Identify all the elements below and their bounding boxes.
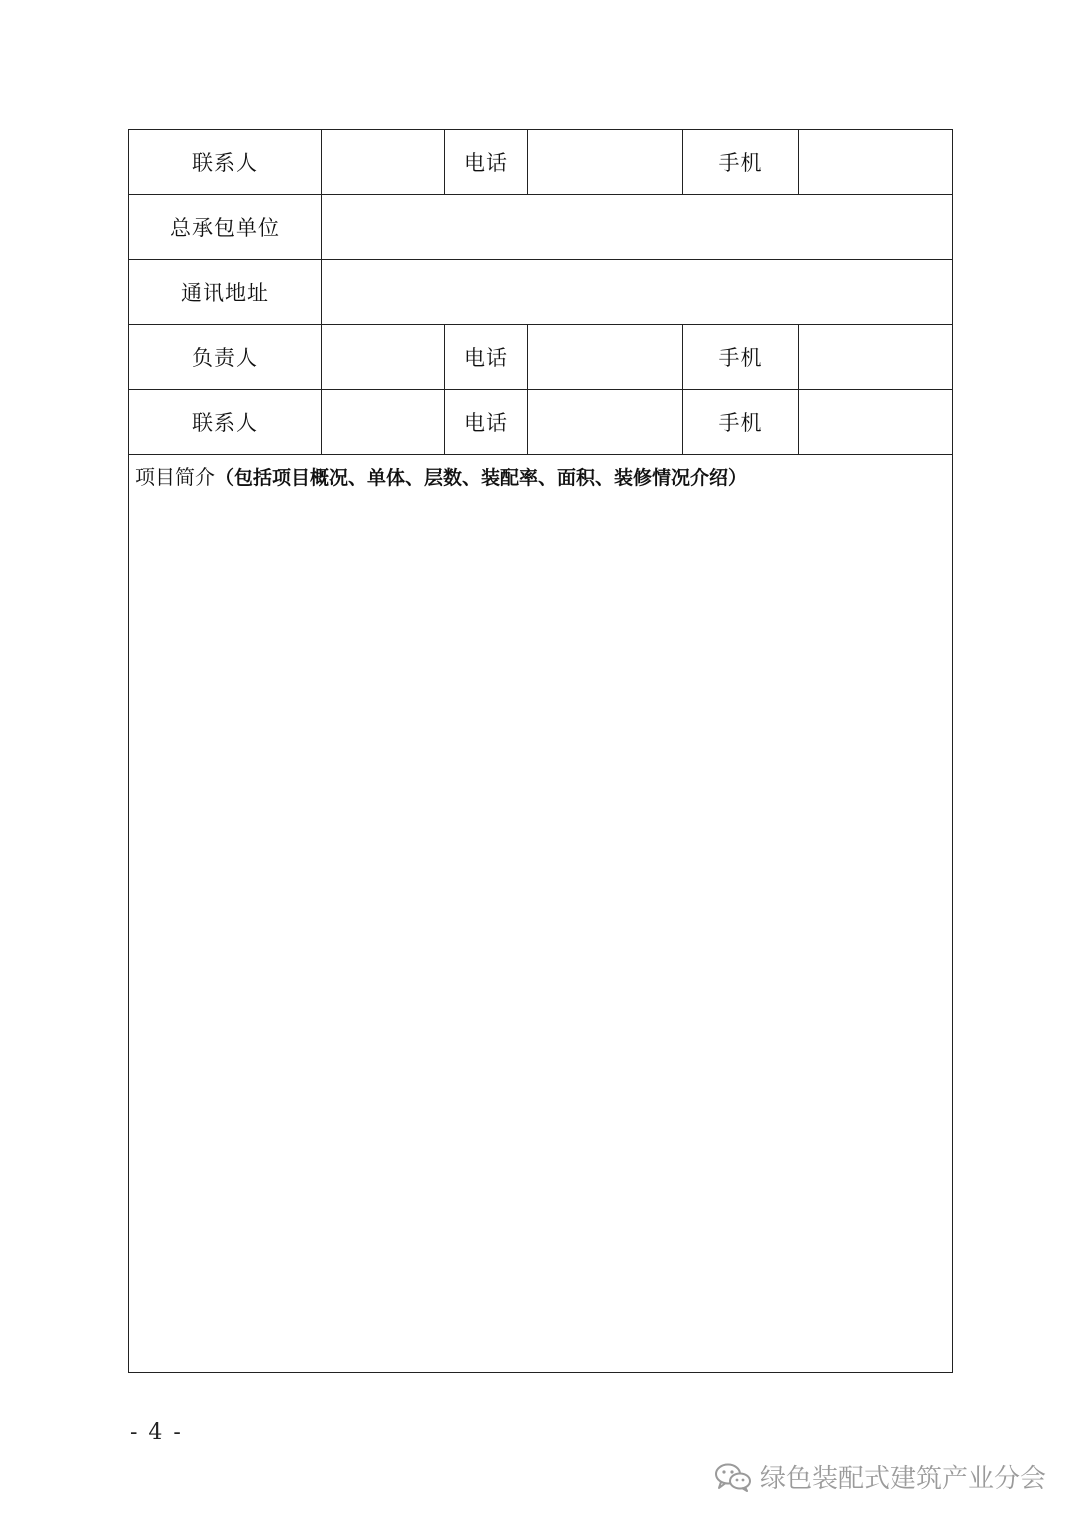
mailing-address-field[interactable]: [322, 260, 953, 325]
mobile-label: 手机: [683, 325, 799, 390]
phone-field[interactable]: [528, 325, 683, 390]
project-summary-row: [129, 455, 953, 1373]
mobile-field[interactable]: [799, 390, 953, 455]
general-contractor-label: 总承包单位: [129, 195, 322, 260]
registration-form-table: [128, 129, 953, 1373]
watermark-text: 绿色装配式建筑产业分会: [759, 1464, 1046, 1494]
phone-label: 电话: [445, 390, 528, 455]
contact-person-field[interactable]: [322, 130, 445, 195]
wechat-icon: [714, 1462, 752, 1492]
contact-person-label: 联系人: [129, 390, 322, 455]
phone-field[interactable]: [528, 390, 683, 455]
responsible-person-row: [129, 325, 953, 390]
page-number: - 4 -: [130, 1420, 183, 1445]
mailing-address-label: 通讯地址: [129, 260, 322, 325]
project-summary-field[interactable]: [129, 455, 953, 1373]
contact-row-2: [129, 390, 953, 455]
responsible-person-label: 负责人: [129, 325, 322, 390]
project-summary-instructions: （包括项目概况、单体、层数、装配率、面积、装修情况介绍）: [215, 467, 748, 489]
contact-person-label: 联系人: [129, 130, 322, 195]
general-contractor-row: [129, 195, 953, 260]
watermark: [714, 1458, 1046, 1495]
contact-person-field[interactable]: [322, 390, 445, 455]
general-contractor-field[interactable]: [322, 195, 953, 260]
mobile-field[interactable]: [799, 325, 953, 390]
phone-field[interactable]: [528, 130, 683, 195]
mobile-label: 手机: [683, 390, 799, 455]
contact-row-1: [129, 130, 953, 195]
responsible-person-field[interactable]: [322, 325, 445, 390]
mobile-field[interactable]: [799, 130, 953, 195]
phone-label: 电话: [445, 130, 528, 195]
project-summary-label: 项目简介: [135, 465, 215, 489]
mobile-label: 手机: [683, 130, 799, 195]
phone-label: 电话: [445, 325, 528, 390]
address-row: [129, 260, 953, 325]
